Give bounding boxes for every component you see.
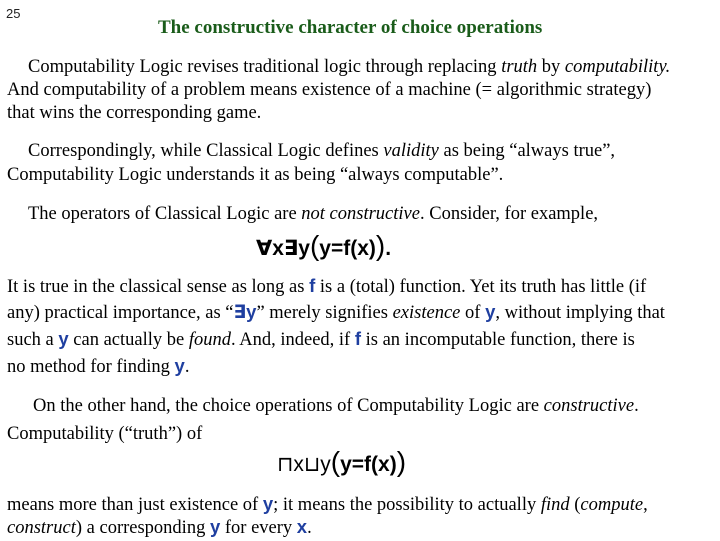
emph-find: find bbox=[540, 495, 570, 515]
formula-choice: ⊓x⊔y(y=f(x)) bbox=[277, 446, 407, 477]
emph-found: found bbox=[188, 330, 231, 350]
var-y: y bbox=[485, 301, 496, 322]
emph-existence: existence bbox=[392, 303, 461, 323]
emph-compute: compute bbox=[580, 495, 644, 515]
page-number: 25 bbox=[6, 6, 21, 21]
var-y: y bbox=[209, 516, 221, 537]
para2-line2: Computability Logic understands it as being “always computable”. bbox=[7, 165, 504, 185]
para5-line1: On the other hand, the choice operations of Computability Logic are constructive. bbox=[33, 396, 639, 416]
para6-line2: construct) a corresponding y for every x. bbox=[7, 516, 312, 538]
para3-line1: The operators of Classical Logic are not constructive. Consider, for example, bbox=[28, 204, 599, 224]
emph-construct: construct bbox=[7, 518, 76, 538]
para1-line3: that wins the corresponding game. bbox=[7, 103, 262, 123]
var-f: f bbox=[309, 275, 316, 296]
para1-line2: And computability of a problem means existence of a machine (= algorithmic strategy) bbox=[7, 80, 652, 100]
emph-validity: validity bbox=[383, 141, 439, 161]
para1-line1: Computability Logic revises traditional logic through replacing truth by computability. bbox=[28, 57, 671, 77]
emph-computability: computability. bbox=[564, 57, 671, 77]
emph-constructive: constructive bbox=[543, 396, 635, 416]
var-f: f bbox=[354, 328, 361, 349]
para4-line4: no method for finding y. bbox=[7, 355, 190, 377]
var-y: y bbox=[262, 493, 274, 514]
var-y: y bbox=[174, 355, 185, 376]
formula-forall-exists: ∀x∃y(y=f(x)). bbox=[256, 230, 392, 261]
para4-line1: It is true in the classical sense as long as f is a (total) function. Yet its truth has little (if bbox=[7, 275, 647, 297]
para4-line2: any) practical importance, as “∃y” merely signifies existence of y, without implying that bbox=[7, 301, 665, 323]
var-y: y bbox=[58, 328, 69, 349]
var-x: x bbox=[296, 516, 308, 537]
var-exists-y: ∃y bbox=[233, 301, 257, 322]
para5-line2: Computability (“truth”) of bbox=[7, 424, 203, 444]
para2-line1: Correspondingly, while Classical Logic defines validity as being “always true”, bbox=[28, 141, 616, 161]
emph-truth: truth bbox=[501, 57, 538, 77]
para4-line3: such a y can actually be found. And, indeed, if f is an incomputable function, there is bbox=[7, 328, 635, 350]
slide-title: The constructive character of choice operations bbox=[158, 17, 543, 38]
emph-not-constructive: not constructive bbox=[301, 204, 420, 224]
para6-line1: means more than just existence of y; it means the possibility to actually find (compute, bbox=[7, 493, 648, 515]
